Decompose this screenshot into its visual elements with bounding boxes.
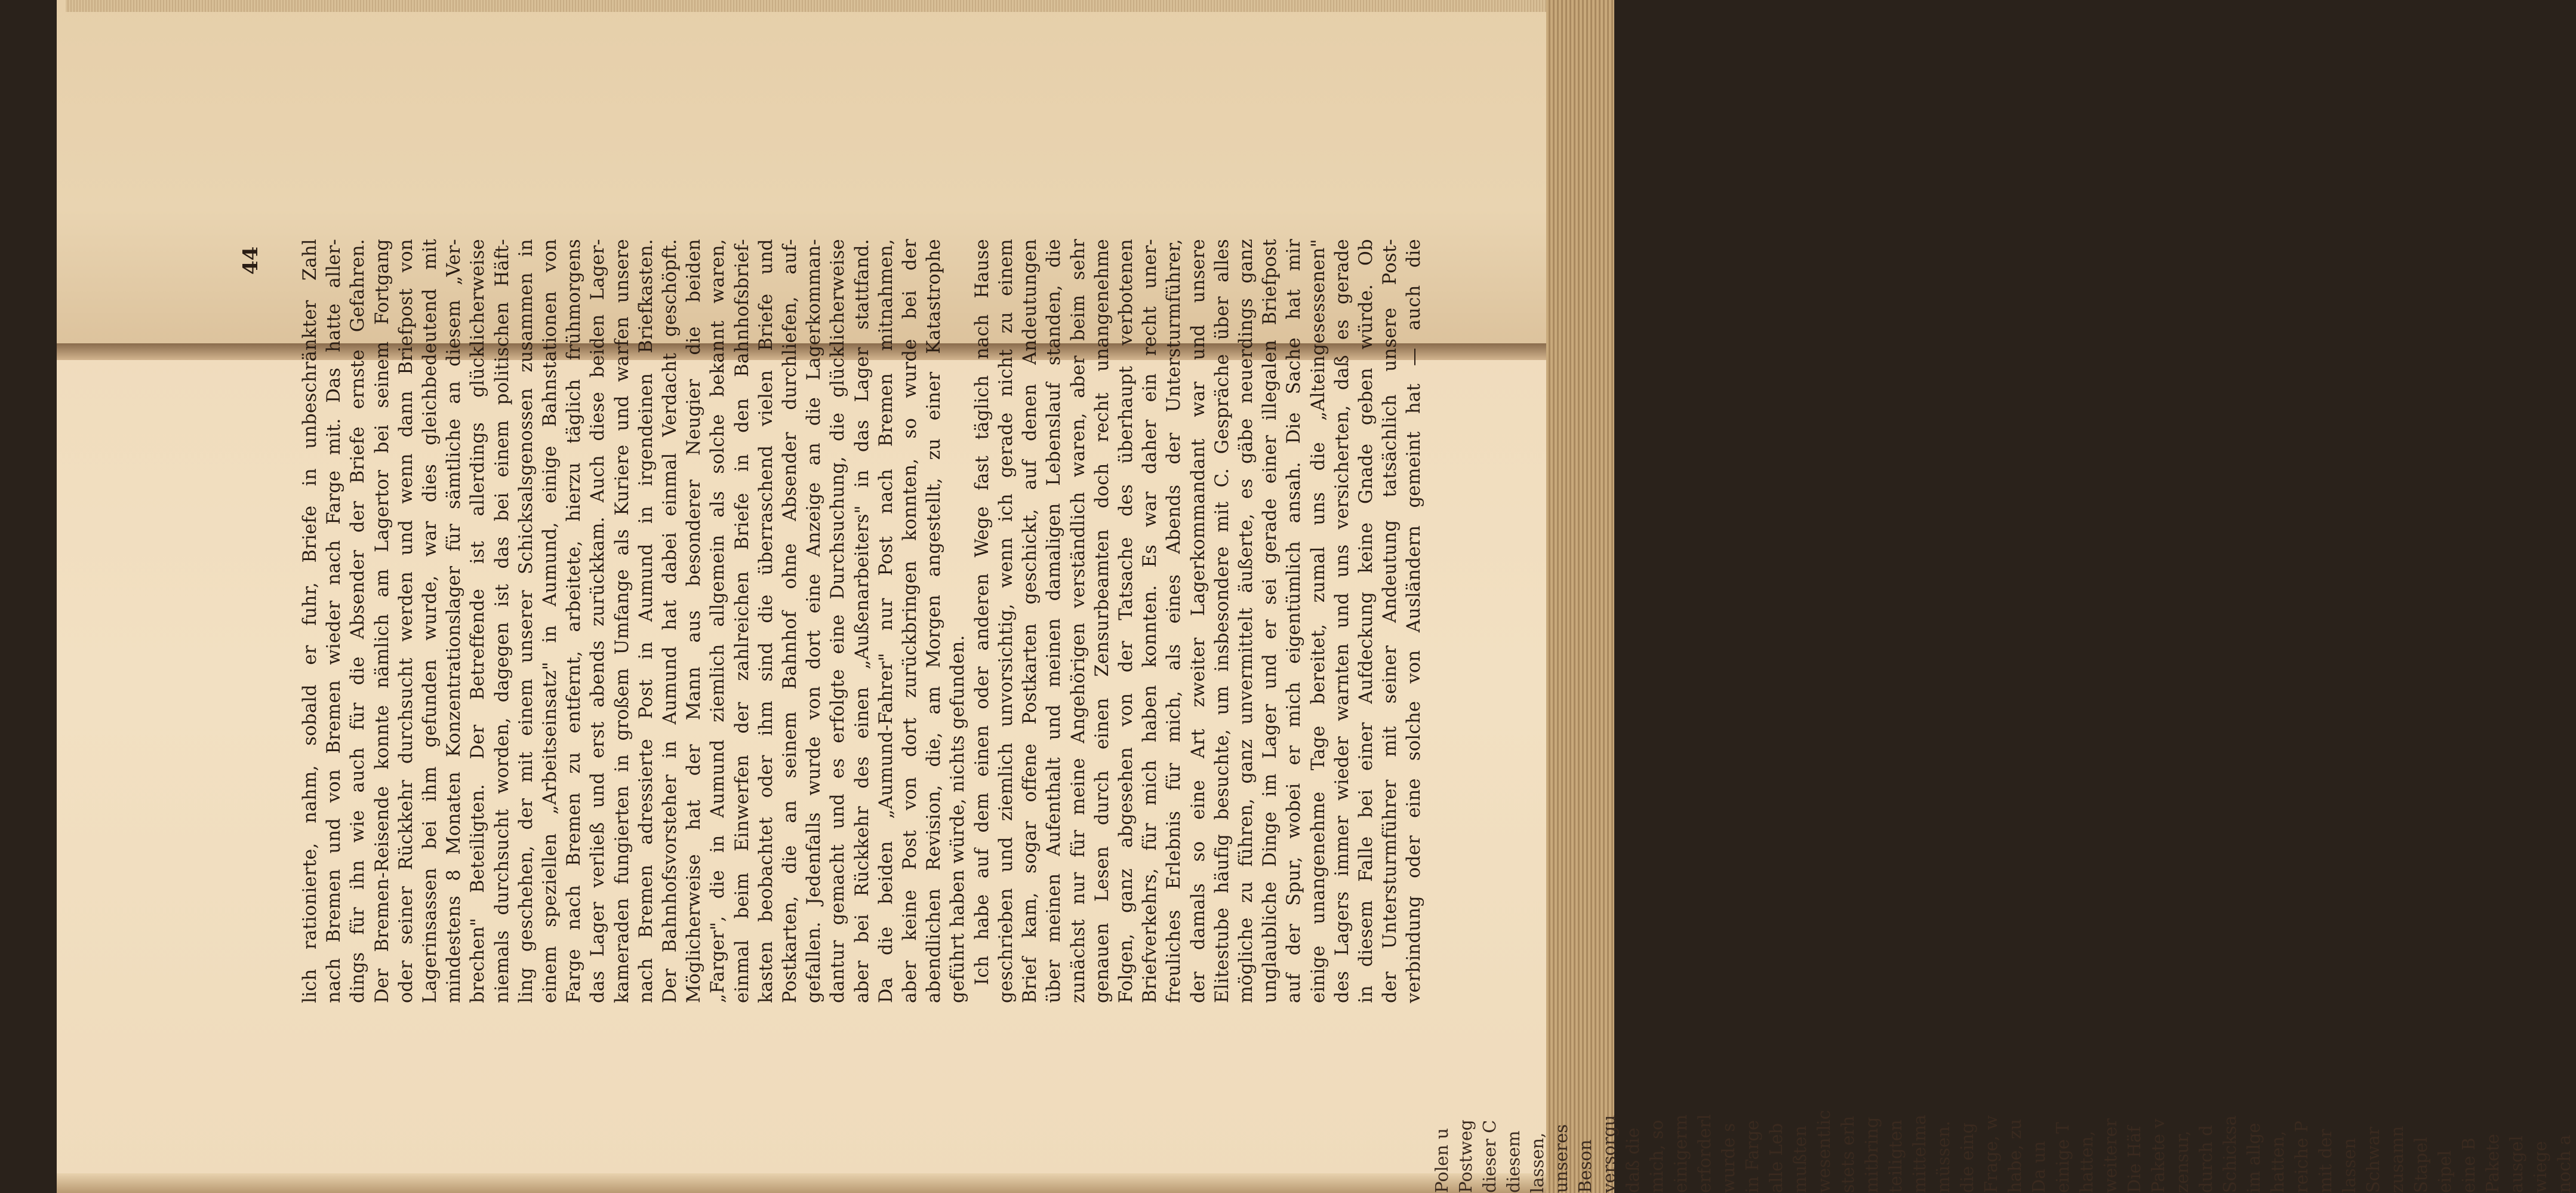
text-line: Der Bahnhofsvorsteher in Aumund hat dabei einmal Verdacht geschöpft.: [660, 239, 681, 1003]
text-line: Postkarten, die an seinem Bahnhof ohne Absender durchliefen, auf-: [780, 239, 801, 1003]
facing-text-line: zusamn: [2387, 1126, 2407, 1193]
text-line: brechen" Beteiligten. Der Betreffende ist allerdings glücklicherweise: [467, 239, 489, 1003]
facing-text-line: wurde s: [1718, 1123, 1738, 1193]
facing-text-line: zensur,: [2172, 1130, 2192, 1193]
text-line: abendlichen Revision, die, am Morgen angestellt, zu einer Katastrophe: [924, 239, 945, 1003]
facing-text-line: lassen: [2339, 1137, 2359, 1193]
text-line: einem speziellen „Arbeitseinsatz" in Aumund, einige Bahnstationen von: [540, 239, 561, 1003]
facing-text-line: mußten: [1790, 1125, 1810, 1193]
facing-text-line: noch a: [2554, 1134, 2574, 1193]
text-line: über meinen Aufenthalt und meinen damaligen Lebenslauf standen, die: [1044, 239, 1065, 1003]
facing-text-line: Schicksa: [2220, 1115, 2240, 1193]
text-line: gefallen. Jedenfalls wurde von dort eine Anzeige an die Lagerkomman-: [804, 239, 825, 1003]
text-line: aber keine Post von dort zurückbringen konnten, so wurde bei der: [900, 239, 921, 1003]
text-line: geschrieben und ziemlich unvorsichtig, wenn ich gerade nicht zu einem: [995, 239, 1017, 1003]
text-line: Elitestube häufig besuchte, um insbesondere mit C. Gespräche über alles: [1211, 239, 1233, 1003]
text-line: zunächst nur für meine Angehörigen verständlich waren, aber beim sehr: [1067, 239, 1089, 1003]
text-line: Folgen, ganz abgesehen von der Tatsache des überhaupt verbotenen: [1115, 239, 1137, 1003]
text-line: in diesem Falle bei einer Aufdeckung keine Gnade geben würde. Ob: [1355, 239, 1377, 1003]
facing-text-line: mitbring: [1861, 1117, 1882, 1193]
text-line: Da die beiden „Aumund-Fahrer" nur Post nach Bremen mitnahmen,: [875, 239, 897, 1003]
text-line: mindestens 8 Monaten Konzentrationslager für sämtliche an diesem „Ver-: [444, 239, 465, 1003]
facing-text-line: wiege: [2530, 1141, 2550, 1193]
text-line: der Untersturmführer mit seiner Andeutung tatsächlich unsere Post-: [1380, 239, 1401, 1003]
text-line: freuliches Erlebnis für mich, als eines Abends der Untersturmführer,: [1164, 239, 1185, 1003]
facing-text-line: durch d: [2196, 1125, 2216, 1193]
facing-text-line: Die Häf: [2124, 1126, 2144, 1193]
facing-text-line: Da un: [2029, 1140, 2049, 1193]
text-line: Lagerinsassen bei ihm gefunden wurde, war dies gleichbedeutend mit: [420, 239, 441, 1003]
facing-text-line: Pakete v: [2148, 1118, 2168, 1193]
facing-text-line: hatten,: [2267, 1130, 2288, 1193]
text-line: verbindung oder eine solche von Ausländern gemeint hat — auch die: [1404, 239, 1425, 1003]
text-line: geführt haben würde, nichts gefunden.: [947, 635, 969, 1003]
facing-text-line: erforderl: [1694, 1114, 1715, 1193]
text-line: dings für ihn wie auch für die Absender der Briefe ernste Gefahren.: [347, 239, 369, 1003]
facing-text-line: im allge: [2243, 1123, 2264, 1193]
text-line: des Lagers immer wieder warnten und uns versicherten, daß es gerade: [1331, 239, 1353, 1003]
facing-text-line: stets erh: [1838, 1115, 1858, 1193]
text-line: Brief kam, sogar offene Postkarten geschickt, auf denen Andeutungen: [1020, 239, 1041, 1003]
facing-page-text: [1430, 572, 2576, 1193]
facing-text-line: versorgu: [1599, 1115, 1619, 1193]
facing-text-line: eipel: [2435, 1150, 2455, 1193]
facing-text-line: alle Leb: [1766, 1123, 1786, 1193]
facing-text-line: habe, zu: [2005, 1118, 2025, 1193]
facing-text-line: mich, so: [1646, 1120, 1667, 1193]
facing-text-line: eine B: [2458, 1137, 2479, 1193]
text-line: niemals durchsucht worden, dagegen ist das bei einem politischen Häft-: [491, 239, 513, 1003]
text-line: aber bei Rückkehr des einen „Außenarbeiters" in das Lager stattfand.: [851, 239, 873, 1003]
facing-text-line: Frage, w: [1981, 1115, 2001, 1193]
facing-text-line: Polen u: [1432, 1128, 1452, 1193]
facing-text-line: mittelma: [1909, 1114, 1929, 1193]
text-line: Der Bremen-Reisende konnte nämlich am Lagertor bei seinem Fortgang: [371, 239, 393, 1003]
main-text-block: [298, 239, 1427, 1003]
text-line: Farge nach Bremen zu entfernt, arbeitete, hierzu täglich frühmorgens: [564, 239, 585, 1003]
text-line: einmal beim Einwerfen der zahlreichen Briefe in den Bahnhofsbrief-: [731, 239, 753, 1003]
text-line: kameraden fungierten in großem Umfange als Kuriere und warfen unsere: [611, 239, 633, 1003]
facing-text-line: einige T: [2052, 1122, 2073, 1193]
text-line: mögliche zu führen, ganz unvermittelt äußerte, es gäbe neuerdings ganz: [1235, 239, 1257, 1003]
text-line: lich rationierte, nahm, sobald er fuhr, Briefe in unbeschränkter Zahl: [300, 239, 321, 1003]
text-line: genauen Lesen durch einen Zensurbeamten doch recht unangenehme: [1091, 239, 1113, 1003]
facing-text-line: in Farge: [1742, 1120, 1762, 1193]
text-line: das Lager verließ und erst abends zurückkam. Auch diese beiden Lager-: [587, 239, 609, 1003]
text-line: auf der Spur, wobei er mich eigentümlich ansah. Die Sache hat mir: [1284, 239, 1305, 1003]
top-page-edges: [66, 0, 1606, 12]
facing-text-line: Pakete: [2482, 1133, 2503, 1193]
text-line: kasten beobachtet oder ihm sind die überraschend vielen Briefe und: [755, 239, 777, 1003]
facing-text-line: teiligten: [1885, 1120, 1906, 1193]
text-line: oder seiner Rückkehr durchsucht werden und wenn dann Briefpost von: [395, 239, 417, 1003]
text-line: unglaubliche Dinge im Lager und er sei gerade einer illegalen Briefpost: [1260, 239, 1281, 1003]
facing-text-line: lassen,: [1527, 1132, 1547, 1193]
facing-text-line: diesem: [1503, 1130, 1524, 1193]
text-line: einige unangenehme Tage bereitet, zumal uns die „Alteingesessenen": [1307, 239, 1329, 1003]
text-line: ling geschehen, der mit einem unserer Schicksalsgenossen zusammen in: [515, 239, 537, 1003]
facing-text-line: weiterer: [2100, 1118, 2120, 1193]
text-line: „Farger", die in Aumund ziemlich allgemein als solche bekannt waren,: [707, 239, 729, 1003]
page-number: 44: [239, 246, 263, 275]
facing-text-line: dieser C: [1479, 1120, 1500, 1193]
text-line: der damals so eine Art zweiter Lagerkommandant war und unsere: [1187, 239, 1209, 1003]
bottom-page-edge: [57, 1173, 1561, 1193]
facing-text-line: Beson: [1575, 1139, 1595, 1193]
facing-text-line: daß die: [1623, 1127, 1643, 1193]
text-line: nach Bremen und von Bremen wieder nach Farge mit. Das hatte aller-: [324, 239, 345, 1003]
text-line: Möglicherweise hat der Mann aus besonderer Neugier die beiden: [684, 239, 705, 1003]
facing-text-line: Stapel: [2411, 1137, 2431, 1193]
facing-text-line: hatten,: [2076, 1130, 2097, 1193]
facing-text-line: wesentlic: [1814, 1109, 1834, 1193]
facing-text-line: die eing: [1957, 1123, 1977, 1193]
facing-text-line: Postweg: [1455, 1120, 1476, 1193]
text-line: dantur gemacht und es erfolgte eine Durchsuchung, die glücklicherweise: [827, 239, 849, 1003]
text-line: nach Bremen adressierte Post in Aumund in irgendeinen Briefkasten.: [635, 239, 657, 1003]
facing-text-line: mit der: [2315, 1129, 2335, 1193]
facing-text-line: müssen.: [1933, 1121, 1953, 1193]
facing-text-line: reiche P: [2291, 1120, 2312, 1193]
facing-text-line: unseres: [1551, 1124, 1571, 1193]
text-line: Ich habe auf dem einen oder anderen Wege fast täglich nach Hause: [971, 239, 993, 985]
facing-text-line: einigerm: [1670, 1114, 1691, 1193]
facing-text-line: Schwar: [2363, 1127, 2383, 1193]
facing-text-line: ausgel: [2506, 1136, 2526, 1193]
text-line: Briefverkehrs, für mich haben konnten. Es war daher ein recht uner-: [1140, 239, 1161, 1003]
